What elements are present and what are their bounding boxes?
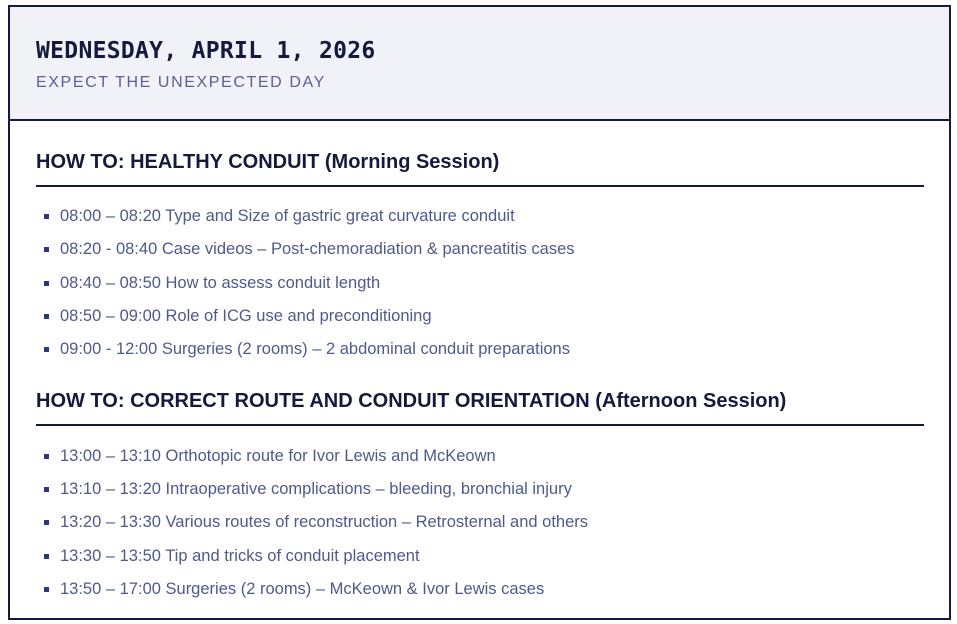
- schedule-header: [10, 7, 949, 121]
- square-bullet-icon: [44, 454, 49, 459]
- session-list: [36, 200, 924, 366]
- square-bullet-icon: [44, 281, 49, 286]
- square-bullet-icon: [44, 214, 49, 219]
- list-item: [36, 439, 924, 472]
- item-text: 13:00 – 13:10 Orthotopic route for Ivor Lewis and McKeown: [60, 446, 496, 465]
- schedule-content: [10, 149, 949, 606]
- item-text: 08:00 – 08:20 Type and Size of gastric great curvature conduit: [60, 207, 515, 226]
- square-bullet-icon: [44, 587, 49, 592]
- square-bullet-icon: [44, 314, 49, 319]
- item-text: 08:20 - 08:40 Case videos – Post-chemoradiation & pancreatitis cases: [60, 240, 575, 259]
- list-item: [36, 333, 924, 366]
- square-bullet-icon: [44, 247, 49, 252]
- list-item: [36, 233, 924, 266]
- square-bullet-icon: [44, 520, 49, 525]
- section-title: HOW TO: HEALTHY CONDUIT (Morning Session): [36, 149, 924, 187]
- list-item: [36, 473, 924, 506]
- list-item: [36, 267, 924, 300]
- square-bullet-icon: [44, 347, 49, 352]
- square-bullet-icon: [44, 554, 49, 559]
- item-text: 13:50 – 17:00 Surgeries (2 rooms) – McKeown & Ivor Lewis cases: [60, 579, 545, 598]
- list-item: [36, 506, 924, 539]
- list-item: [36, 300, 924, 333]
- item-text: 08:50 – 09:00 Role of ICG use and preconditioning: [60, 307, 432, 326]
- morning-session: [36, 149, 924, 366]
- list-item: [36, 539, 924, 572]
- item-text: 08:40 – 08:50 How to assess conduit length: [60, 273, 381, 292]
- schedule-date: WEDNESDAY, APRIL 1, 2026: [36, 38, 376, 64]
- square-bullet-icon: [44, 487, 49, 492]
- list-item: [36, 200, 924, 233]
- schedule-subtitle: EXPECT THE UNEXPECTED DAY: [36, 74, 326, 91]
- item-text: 13:10 – 13:20 Intraoperative complications – bleeding, bronchial injury: [60, 479, 572, 498]
- session-list: [36, 439, 924, 605]
- item-text: 09:00 - 12:00 Surgeries (2 rooms) – 2 abdominal conduit preparations: [60, 340, 570, 359]
- list-item: [36, 573, 924, 606]
- item-text: 13:20 – 13:30 Various routes of reconstruction – Retrosternal and others: [60, 513, 589, 532]
- item-text: 13:30 – 13:50 Tip and tricks of conduit placement: [60, 546, 420, 565]
- section-title: HOW TO: CORRECT ROUTE AND CONDUIT ORIENTATION (Afternoon Session): [36, 388, 924, 426]
- afternoon-session: [36, 388, 924, 605]
- schedule-card: [8, 5, 951, 620]
